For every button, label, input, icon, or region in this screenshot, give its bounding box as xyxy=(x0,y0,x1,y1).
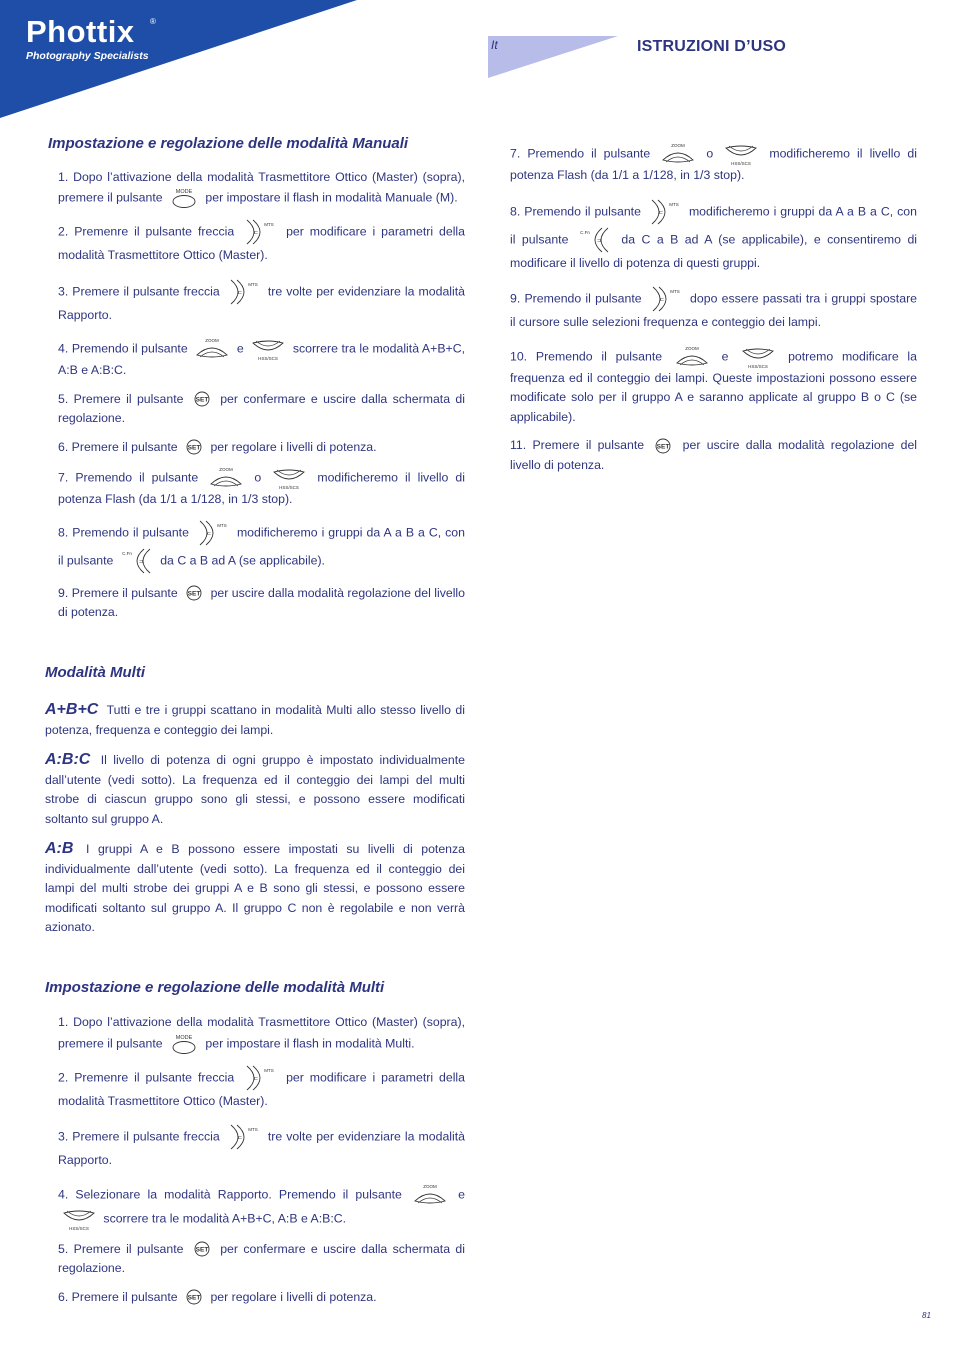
svg-text:MODE: MODE xyxy=(175,189,193,195)
svg-text:ZOOM: ZOOM xyxy=(219,467,233,472)
manual-step-1: 1. Dopo l’attivazione della modalità Trasmettitore Ottico (Master) (sopra), premere il pulsante MODE per impostare il flash in modalità Manuale (M). xyxy=(58,168,465,210)
manual-step-5: 5. Premere il pulsante SET per confermare e uscire dalla schermata di regolazione. xyxy=(58,391,465,425)
arrow-right-mts-icon xyxy=(648,198,682,226)
multi-step-11: 11. Premere il pulsante SET per uscire dalla modalità regolazione del livello di potenza. xyxy=(510,438,918,472)
svg-text:HSS/SCS: HSS/SCS xyxy=(69,1225,89,1231)
svg-text:⊏: ⊏ xyxy=(658,209,664,216)
multi-step-6: 6. Premere il pulsante SET per regolare i livelli di potenza. xyxy=(58,1289,377,1304)
svg-text:ZOOM: ZOOM xyxy=(423,1183,437,1189)
registered-mark: ® xyxy=(150,17,156,26)
zoom-button-icon xyxy=(208,466,244,490)
svg-text:⊏: ⊏ xyxy=(237,289,242,296)
multi-mode-abc: A+B+C Tutti e tre i gruppi scattano in modalità Multi allo stesso livello di potenza, frequenza e conteggio dei lampi. xyxy=(45,701,465,737)
mode-button-icon xyxy=(169,1033,199,1055)
arrow-right-mts-icon xyxy=(196,519,230,547)
arrow-right-mts-icon xyxy=(243,218,277,246)
hss-button-icon xyxy=(271,466,307,490)
multi-step-5: 5. Premere il pulsante SET per confermare e uscire dalla schermata di regolazione. xyxy=(58,1241,465,1275)
arrow-right-mts-icon xyxy=(243,1064,277,1092)
set-button-icon xyxy=(184,585,204,601)
set-button-icon xyxy=(653,438,673,454)
page-number: 81 xyxy=(922,1311,931,1320)
svg-text:MTS: MTS xyxy=(670,289,680,294)
manual-step-7: 7. Premendo il pulsante ZOOM o HSS/SCS modificheremo il livello di potenza Flash (da 1/1 a 1/128, in 1/3 stop). xyxy=(58,467,465,506)
svg-text:SET: SET xyxy=(657,443,670,451)
svg-text:MTS: MTS xyxy=(248,281,258,287)
multi-step-7: 7. Premendo il pulsante ZOOM o HSS/SCS modificheremo il livello di potenza Flash (da 1/1 a 1/128, in 1/3 stop). xyxy=(510,143,917,182)
manual-step-3: 3. Premere il pulsante freccia ⊏ MTS tre volte per evidenziare la modalità Rapporto. xyxy=(58,278,465,326)
zoom-button-icon xyxy=(674,345,710,369)
svg-text:SET: SET xyxy=(187,590,201,598)
multi-step-8: 8. Premendo il pulsante ⊏ MTS modificheremo i gruppi da A a B a C, con il pulsante C.Fn ⊐ da C a B ad A (se applicabile), e consentiremo di modificare il livello di potenza di questi gruppi. xyxy=(510,198,917,274)
svg-text:MTS: MTS xyxy=(217,522,227,528)
multi-step-1: 1. Dopo l’attivazione della modalità Trasmettitore Ottico (Master) (sopra), premere il pulsante MODE per impostare il flash in modalità Multi. xyxy=(58,1013,465,1055)
zoom-button-icon xyxy=(412,1183,448,1207)
mode-button-icon xyxy=(169,187,199,209)
svg-text:HSS/SCS: HSS/SCS xyxy=(748,363,769,369)
svg-text:⊏: ⊏ xyxy=(237,1135,242,1141)
arrow-right-mts-icon xyxy=(227,1123,261,1151)
zoom-button-icon xyxy=(660,142,696,166)
svg-text:MTS: MTS xyxy=(669,201,679,207)
svg-text:C.Fn: C.Fn xyxy=(121,550,132,556)
svg-text:MTS: MTS xyxy=(264,222,274,227)
svg-text:SET: SET xyxy=(187,444,201,452)
svg-text:⊐: ⊐ xyxy=(596,237,602,244)
multi-mode-a-b: A:B I gruppi A e B possono essere impostati su livelli di potenza individualmente dall’utente (vedi sotto). La frequenza ed il conteggio dei lampi del multi strobe dei gruppi A e B sono gli stessi, e possono essere modificati soltanto sul gruppo A. Il gruppo C non è regolabile e non verrà azionato. xyxy=(45,840,465,934)
hss-button-icon xyxy=(740,345,776,369)
arrow-left-cfn-icon xyxy=(578,226,612,254)
multi-step-2: 2. Premenre il pulsante freccia ⊏ MTS per modificare i parametri della modalità Trasmettitore Ottico (Master). xyxy=(58,1064,465,1112)
set-button-icon xyxy=(192,1241,212,1257)
svg-text:ZOOM: ZOOM xyxy=(685,345,699,351)
manual-step-4: 4. Premendo il pulsante ZOOM e HSS/SCS scorrere tra le modalità A+B+C, A:B e A:B:C. xyxy=(58,338,465,377)
left-column xyxy=(45,130,466,1316)
svg-text:⊏: ⊏ xyxy=(254,1075,259,1082)
hss-button-icon xyxy=(61,1207,97,1231)
multi-mode-a-b-c: A:B:C Il livello di potenza di ogni gruppo è impostato individualmente dall’utente (vedi sotto). La frequenza ed il conteggio dei lampi del multi strobe di ciascun gruppo sono gli stessi, e possono essere modificati soltanto sul gruppo A. xyxy=(45,751,465,826)
svg-text:SET: SET xyxy=(195,1246,209,1254)
svg-text:HSS/SCS: HSS/SCS xyxy=(279,485,300,490)
svg-text:HSS/SCS: HSS/SCS xyxy=(258,356,279,361)
hss-button-icon xyxy=(723,142,759,166)
language-code: It xyxy=(491,38,498,52)
svg-text:ZOOM: ZOOM xyxy=(671,143,685,148)
heading-multi-mode: Modalità Multi xyxy=(45,663,145,681)
manual-step-2: 2. Premenre il pulsante freccia ⊏ MTS per modificare i parametri della modalità Trasmettitore Ottico (Master). xyxy=(58,218,465,266)
heading-multi-setup: Impostazione e regolazione delle modalità Multi xyxy=(45,978,385,996)
svg-text:⊐: ⊐ xyxy=(138,558,143,565)
arrow-right-mts-icon xyxy=(227,278,261,306)
manual-step-8: 8. Premendo il pulsante ⊏ MTS modificheremo i gruppi da A a B a C, con il pulsante C.Fn ⊐ da C a B ad A (se applicabile). xyxy=(58,519,465,575)
svg-text:SET: SET xyxy=(195,396,209,404)
zoom-button-icon xyxy=(194,337,230,361)
document-title: ISTRUZIONI D’USO xyxy=(637,38,786,55)
svg-text:ZOOM: ZOOM xyxy=(205,338,219,343)
multi-step-3: 3. Premere il pulsante freccia ⊏ MTS tre volte per evidenziare la modalità Rapporto. xyxy=(58,1123,465,1171)
arrow-left-cfn-icon xyxy=(120,547,154,575)
svg-text:MODE: MODE xyxy=(175,1034,193,1041)
svg-text:⊏: ⊏ xyxy=(659,297,665,303)
svg-text:SET: SET xyxy=(187,1294,201,1302)
svg-text:⊏: ⊏ xyxy=(254,230,259,236)
svg-text:MTS: MTS xyxy=(248,1127,258,1132)
svg-text:⊏: ⊏ xyxy=(206,530,212,537)
brand-tagline: Photography Specialists xyxy=(26,50,149,62)
svg-text:MTS: MTS xyxy=(264,1067,274,1073)
set-button-icon xyxy=(192,391,212,407)
multi-step-10: 10. Premendo il pulsante ZOOM e HSS/SCS potremo modificare la frequenza ed il conteggio dei lampi. Queste impostazioni possono essere modificate solo per il gruppo A e saranno applicate al gruppo B o C (se applicabile). xyxy=(510,345,918,424)
hss-button-icon xyxy=(250,337,286,361)
set-button-icon xyxy=(184,439,204,455)
accent-band xyxy=(488,36,618,78)
multi-step-4: 4. Selezionare la modalità Rapporto. Premendo il pulsante ZOOM e HSS/SCS scorrere tra le modalità A+B+C, A:B e A:B:C. xyxy=(58,1183,466,1231)
right-column xyxy=(510,142,917,484)
multi-step-9: 9. Premendo il pulsante ⊏ MTS dopo essere passati tra i gruppi spostare il cursore sulle selezioni frequenza e conteggio dei lampi. xyxy=(510,285,917,333)
brand-logo xyxy=(26,14,156,62)
manual-step-9: 9. Premere il pulsante SET per uscire dalla modalità regolazione del livello di potenza. xyxy=(58,585,466,619)
heading-manual-modes: Impostazione e regolazione delle modalità Manuali xyxy=(48,135,409,152)
svg-text:HSS/SCS: HSS/SCS xyxy=(731,161,752,166)
svg-text:C.Fn: C.Fn xyxy=(580,229,590,235)
arrow-right-mts-icon xyxy=(649,285,683,313)
set-button-icon xyxy=(184,1289,204,1305)
manual-step-6: 6. Premere il pulsante SET per regolare i livelli di potenza. xyxy=(58,439,377,454)
brand-name: Phottix xyxy=(26,14,135,49)
